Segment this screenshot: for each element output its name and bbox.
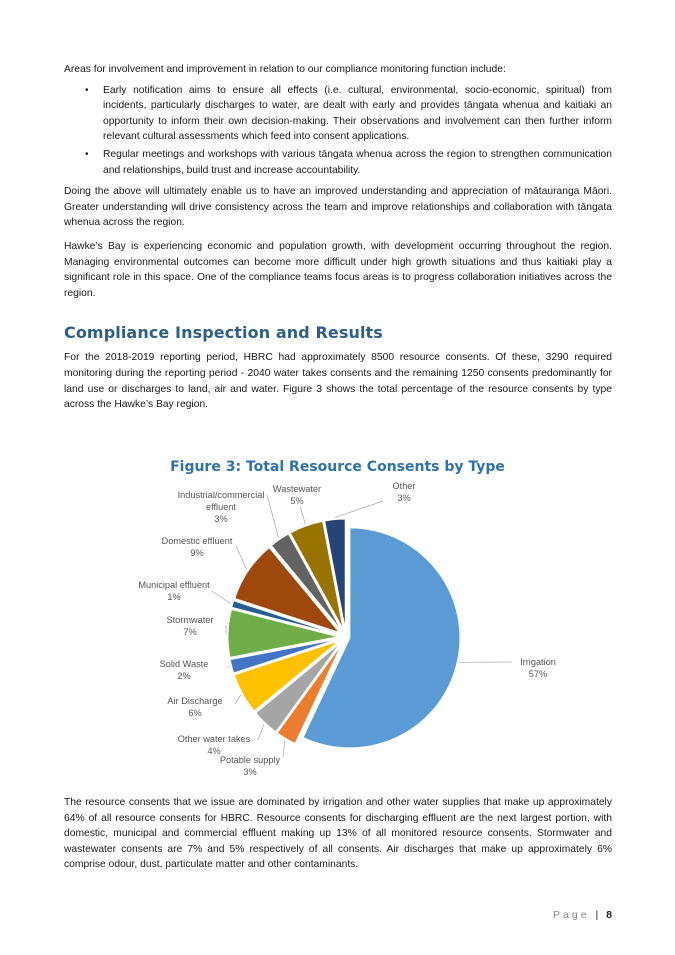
page-number: 8 [606, 909, 612, 921]
slice-label: Irrigation 57% [520, 657, 556, 679]
page-footer [553, 909, 612, 921]
slice-label: Air Discharge 6% [167, 696, 223, 718]
list-item: • Regular meetings and workshops with various tāngata whenua across the region to strengthen communication and relationships, build trust and increase accountability. [85, 148, 612, 176]
chart-title: Figure 3: Total Resource Consents by Type [170, 459, 505, 475]
pie-chart [0, 455, 675, 795]
leader-line [300, 506, 305, 524]
bullet-icon: • [85, 84, 89, 96]
slice-label: Other 3% [392, 481, 416, 503]
leader-line [258, 724, 264, 740]
leader-line [335, 501, 383, 518]
leader-line [283, 740, 285, 757]
paragraph-summary: The resource consents that we issue are dominated by irrigation and other water supplies that make up approximately 64% of all resource consents for HBRC. Resource consents for discharging effluent are the next largest portion, with domestic, municipal and commercial effluent making up 13% of all monitored resource consents. Stormwater and wastewater consents are 7% and 5% respectively of all consents. Air discharges that make up approximately 6% comprise odour, dust, particulate matter and other contaminants. [64, 797, 612, 871]
section-heading: Compliance Inspection and Results [64, 323, 383, 343]
page-label: Page [553, 909, 590, 921]
slice-label: Solid Waste 2% [159, 659, 209, 681]
pie-chart-figure [0, 455, 675, 795]
leader-line [267, 495, 279, 538]
intro-text: Areas for involvement and improvement in relation to our compliance monitoring function include: [64, 64, 506, 75]
leader-line [236, 546, 247, 570]
slice-label: Domestic effluent 9% [161, 536, 233, 558]
paragraph-matauranga: Doing the above will ultimately enable us to have an improved understanding and appreciation of mātauranga Māori. Greater understanding will drive consistency across the team and improve relationships and collaboration with tāngata whenua across the region. [64, 186, 612, 229]
slice-label: Potable supply 3% [219, 755, 281, 777]
slice-label: Wastewater 5% [272, 484, 322, 506]
bullet-icon: • [85, 148, 89, 160]
paragraph-consents: For the 2018-2019 reporting period, HBRC had approximately 8500 resource consents. Of these, 3290 required monitoring during the reporting period - 2040 water takes consents and the remaining 1250 consents predominantly for land use or discharges to land, air and water. Figure 3 shows the total percentage of the resource consents by type across the Hawke’s Bay region. [64, 352, 612, 411]
closing-section [64, 795, 612, 873]
leader-line [212, 591, 231, 604]
document-body [64, 62, 612, 421]
footer-divider: | [595, 909, 599, 921]
slice-label: Municipal effluent 1% [138, 580, 210, 602]
slice-label: Other water takes 4% [177, 734, 251, 756]
list-item: • Early notification aims to ensure all effects (i.e. cultural, environmental, socio-economic, spiritual) from incidents, particularly discharges to water, are dealt with early and provides tāngata whenua and kaitiaki an opportunity to inform their own decision-making. Their observations and involvement can then further inform relevant cultural assessments which feed into consent applications. [85, 84, 612, 143]
slice-label: Industrial/commercial effluent 3% [177, 490, 265, 524]
slice-label: Stormwater 7% [166, 615, 214, 637]
leader-line [235, 695, 241, 704]
paragraph-growth: Hawke’s Bay is experiencing economic and population growth, with development occurring throughout the region. Managing environmental outcomes can become more difficult under high growth situations and thus kaitiaki play a significant role in this space. One of the compliance teams focus areas is to progress collaboration initiatives across the region. [64, 240, 612, 299]
bullet-list [64, 83, 612, 179]
